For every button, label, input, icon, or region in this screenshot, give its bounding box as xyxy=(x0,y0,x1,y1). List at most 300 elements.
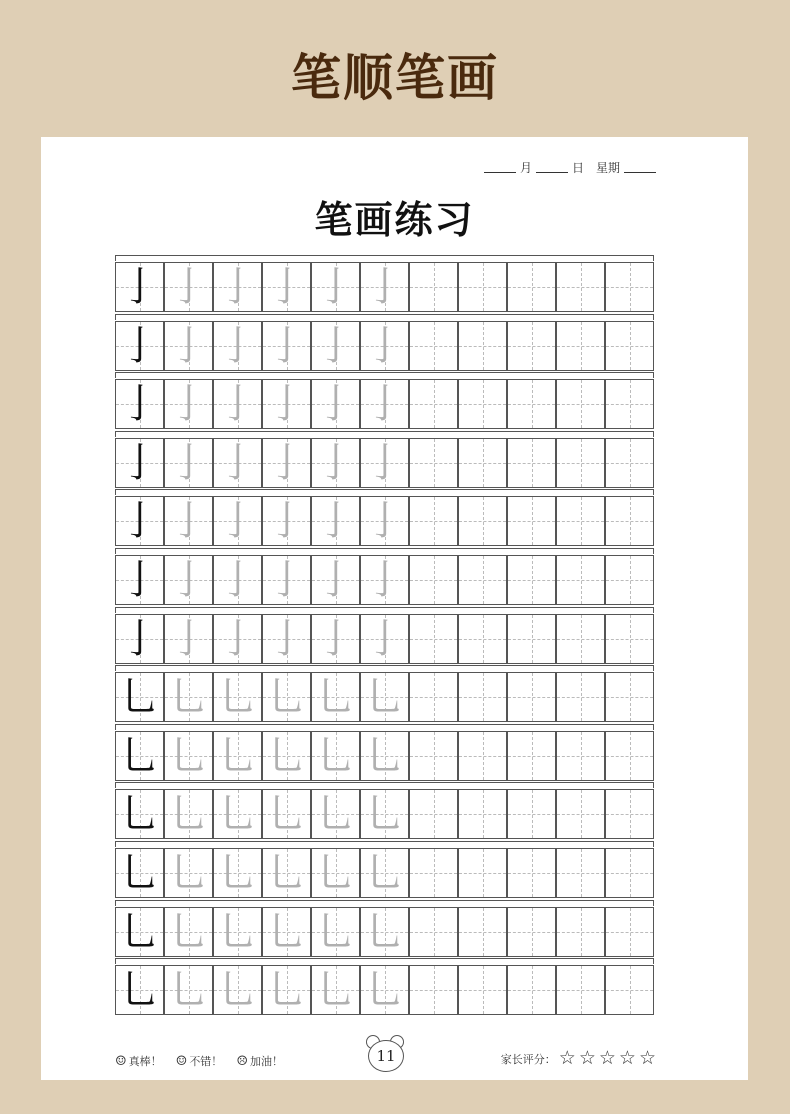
practice-row xyxy=(115,841,656,900)
cell-guide-horizontal xyxy=(508,932,555,933)
writing-cell[interactable] xyxy=(409,262,458,312)
banner-title: 笔顺笔画 xyxy=(291,49,499,107)
writing-cell[interactable] xyxy=(556,789,605,839)
writing-cell[interactable] xyxy=(164,438,213,488)
writing-cell[interactable] xyxy=(164,789,213,839)
writing-cell[interactable] xyxy=(507,789,556,839)
cell-guide-horizontal xyxy=(410,639,457,640)
writing-cell[interactable] xyxy=(458,907,507,957)
stroke-trace: 乚 xyxy=(315,967,356,1014)
writing-cell[interactable] xyxy=(507,379,556,429)
writing-cell[interactable] xyxy=(458,262,507,312)
writing-cell[interactable] xyxy=(409,848,458,898)
writing-cell[interactable] xyxy=(311,379,360,429)
writing-cell[interactable] xyxy=(360,555,409,605)
cell-guide-horizontal xyxy=(459,932,506,933)
cell-guide-horizontal xyxy=(459,814,506,815)
cell-guide-horizontal xyxy=(606,697,653,698)
stroke-trace: 乚 xyxy=(168,732,209,779)
writing-cell[interactable] xyxy=(115,965,164,1015)
day-blank[interactable] xyxy=(536,171,568,173)
writing-cell[interactable] xyxy=(360,614,409,664)
writing-cell[interactable] xyxy=(164,907,213,957)
practice-row xyxy=(115,431,656,490)
writing-cell[interactable] xyxy=(458,965,507,1015)
practice-row xyxy=(115,607,656,666)
writing-cell[interactable] xyxy=(458,321,507,371)
stroke-trace: 乚 xyxy=(315,791,356,838)
praise-label: 真棒！ xyxy=(128,1055,162,1068)
stroke-trace: 乚 xyxy=(315,674,356,721)
writing-cell[interactable] xyxy=(311,672,360,722)
writing-cell[interactable] xyxy=(556,438,605,488)
stroke-example: 亅 xyxy=(119,439,160,486)
row-separator xyxy=(115,372,654,378)
cell-guide-horizontal xyxy=(557,346,604,347)
stroke-trace: 乚 xyxy=(266,732,307,779)
row-separator xyxy=(115,958,654,964)
stroke-trace: 亅 xyxy=(266,439,307,486)
writing-cell[interactable] xyxy=(507,496,556,546)
stroke-trace: 亅 xyxy=(168,498,209,545)
writing-cell[interactable] xyxy=(458,848,507,898)
writing-cell[interactable] xyxy=(605,614,654,664)
stroke-trace: 乚 xyxy=(315,850,356,896)
day-label: 日 xyxy=(571,161,584,175)
stroke-trace: 亅 xyxy=(217,498,258,545)
writing-cell[interactable] xyxy=(556,555,605,605)
star-icon[interactable]: ☆ xyxy=(638,1047,656,1069)
writing-cell[interactable] xyxy=(556,614,605,664)
writing-cell[interactable] xyxy=(605,379,654,429)
row-separator xyxy=(115,314,654,320)
stroke-trace: 亅 xyxy=(364,381,405,428)
practice-row xyxy=(115,372,656,431)
writing-cell[interactable] xyxy=(164,379,213,429)
writing-cell[interactable] xyxy=(458,438,507,488)
cell-guide-horizontal xyxy=(508,580,555,581)
writing-cell[interactable] xyxy=(311,321,360,371)
writing-cell[interactable] xyxy=(605,672,654,722)
writing-cell[interactable] xyxy=(164,672,213,722)
writing-cell[interactable] xyxy=(605,496,654,546)
writing-cell[interactable] xyxy=(115,321,164,371)
writing-cell[interactable] xyxy=(262,731,311,781)
page-number-badge xyxy=(366,1035,404,1071)
writing-cell[interactable] xyxy=(360,789,409,839)
stroke-trace: 亅 xyxy=(364,557,405,603)
writing-cell[interactable] xyxy=(115,496,164,546)
cell-guide-horizontal xyxy=(606,404,653,405)
stroke-trace: 乚 xyxy=(364,967,405,1014)
star-icon[interactable]: ☆ xyxy=(578,1047,596,1069)
cell-guide-horizontal xyxy=(459,756,506,757)
writing-cell[interactable] xyxy=(311,496,360,546)
stroke-trace: 乚 xyxy=(364,850,405,896)
writing-cell[interactable] xyxy=(458,614,507,664)
writing-cell[interactable] xyxy=(507,965,556,1015)
praise-option[interactable] xyxy=(115,1053,162,1069)
practice-row xyxy=(115,900,656,959)
row-separator xyxy=(115,431,654,437)
stroke-trace: 乚 xyxy=(217,850,258,896)
stroke-trace: 乚 xyxy=(217,674,258,721)
writing-cell[interactable] xyxy=(409,321,458,371)
writing-cell[interactable] xyxy=(409,438,458,488)
writing-cell[interactable] xyxy=(409,965,458,1015)
writing-cell[interactable] xyxy=(262,555,311,605)
stroke-trace: 乚 xyxy=(168,908,209,955)
stroke-trace: 亅 xyxy=(266,498,307,545)
cell-guide-horizontal xyxy=(508,873,555,874)
cell-guide-horizontal xyxy=(508,697,555,698)
writing-cell[interactable] xyxy=(605,789,654,839)
cell-guide-horizontal xyxy=(410,580,457,581)
writing-cell[interactable] xyxy=(115,262,164,312)
cell-guide-horizontal xyxy=(410,521,457,522)
stroke-trace: 亅 xyxy=(168,439,209,486)
star-icon[interactable]: ☆ xyxy=(598,1047,616,1069)
row-separator xyxy=(115,665,654,671)
row-separator xyxy=(115,782,654,788)
writing-cell[interactable] xyxy=(409,672,458,722)
writing-cell[interactable] xyxy=(458,731,507,781)
writing-cell[interactable] xyxy=(556,731,605,781)
writing-cell[interactable] xyxy=(458,672,507,722)
cell-guide-horizontal xyxy=(410,756,457,757)
writing-cell[interactable] xyxy=(262,789,311,839)
writing-cell[interactable] xyxy=(605,438,654,488)
writing-cell[interactable] xyxy=(213,321,262,371)
writing-cell[interactable] xyxy=(213,496,262,546)
stroke-trace: 乚 xyxy=(364,674,405,721)
praise-label: 不错！ xyxy=(189,1055,223,1068)
writing-cell[interactable] xyxy=(360,848,409,898)
writing-cell[interactable] xyxy=(115,555,164,605)
stroke-trace: 亅 xyxy=(315,498,356,545)
star-icon[interactable]: ☆ xyxy=(618,1047,636,1069)
writing-cell[interactable] xyxy=(360,321,409,371)
cell-guide-horizontal xyxy=(557,580,604,581)
stroke-trace: 亅 xyxy=(315,615,356,662)
writing-cell[interactable] xyxy=(164,555,213,605)
writing-cell[interactable] xyxy=(507,321,556,371)
stroke-trace: 乚 xyxy=(168,791,209,838)
writing-cell[interactable] xyxy=(507,262,556,312)
writing-cell[interactable] xyxy=(262,614,311,664)
cell-guide-horizontal xyxy=(508,990,555,991)
writing-cell[interactable] xyxy=(311,262,360,312)
writing-cell[interactable] xyxy=(262,438,311,488)
writing-cell[interactable] xyxy=(507,731,556,781)
writing-cell[interactable] xyxy=(164,731,213,781)
writing-cell[interactable] xyxy=(164,496,213,546)
stroke-trace: 乚 xyxy=(217,732,258,779)
writing-cell[interactable] xyxy=(262,321,311,371)
weekday-label: 星期 xyxy=(595,161,620,175)
writing-cell[interactable] xyxy=(458,555,507,605)
writing-cell[interactable] xyxy=(164,321,213,371)
writing-cell[interactable] xyxy=(409,731,458,781)
cell-guide-horizontal xyxy=(508,521,555,522)
stroke-trace: 乚 xyxy=(168,967,209,1014)
praise-label: 加油！ xyxy=(249,1055,283,1068)
writing-cell[interactable] xyxy=(213,907,262,957)
star-icon[interactable]: ☆ xyxy=(558,1047,576,1069)
writing-cell[interactable] xyxy=(115,731,164,781)
writing-cell[interactable] xyxy=(556,321,605,371)
month-blank[interactable] xyxy=(484,171,516,173)
page-number: 11 xyxy=(368,1040,404,1072)
writing-cell[interactable] xyxy=(213,672,262,722)
stroke-trace: 亅 xyxy=(217,264,258,310)
stroke-trace: 亅 xyxy=(168,557,209,603)
stroke-trace: 亅 xyxy=(315,322,356,369)
stroke-trace: 乚 xyxy=(315,732,356,779)
cell-guide-horizontal xyxy=(508,814,555,815)
writing-cell[interactable] xyxy=(458,789,507,839)
cell-guide-horizontal xyxy=(459,346,506,347)
writing-cell[interactable] xyxy=(605,848,654,898)
writing-cell[interactable] xyxy=(605,321,654,371)
writing-cell[interactable] xyxy=(164,848,213,898)
writing-cell[interactable] xyxy=(360,672,409,722)
writing-cell[interactable] xyxy=(605,907,654,957)
cell-guide-horizontal xyxy=(459,580,506,581)
cell-guide-horizontal xyxy=(606,756,653,757)
writing-cell[interactable] xyxy=(360,965,409,1015)
writing-cell[interactable] xyxy=(115,379,164,429)
stroke-trace: 乚 xyxy=(266,674,307,721)
writing-cell[interactable] xyxy=(164,965,213,1015)
stroke-trace: 亅 xyxy=(364,322,405,369)
stroke-trace: 乚 xyxy=(217,908,258,955)
weekday-blank[interactable] xyxy=(624,171,656,173)
writing-cell[interactable] xyxy=(213,731,262,781)
stroke-trace: 亅 xyxy=(217,439,258,486)
cell-guide-horizontal xyxy=(557,404,604,405)
writing-cell[interactable] xyxy=(360,496,409,546)
writing-cell[interactable] xyxy=(605,965,654,1015)
writing-cell[interactable] xyxy=(409,789,458,839)
cell-guide-horizontal xyxy=(508,346,555,347)
date-line xyxy=(484,159,656,176)
stroke-example: 乚 xyxy=(119,967,160,1014)
writing-cell[interactable] xyxy=(605,555,654,605)
stroke-trace: 亅 xyxy=(364,439,405,486)
writing-cell[interactable] xyxy=(409,379,458,429)
writing-cell[interactable] xyxy=(360,438,409,488)
writing-cell[interactable] xyxy=(360,379,409,429)
writing-cell[interactable] xyxy=(507,672,556,722)
writing-cell[interactable] xyxy=(409,555,458,605)
stroke-trace: 亅 xyxy=(315,381,356,428)
writing-cell[interactable] xyxy=(556,262,605,312)
writing-cell[interactable] xyxy=(360,907,409,957)
writing-cell[interactable] xyxy=(507,848,556,898)
writing-cell[interactable] xyxy=(507,614,556,664)
stroke-trace: 乚 xyxy=(364,791,405,838)
writing-cell[interactable] xyxy=(311,555,360,605)
writing-cell[interactable] xyxy=(605,262,654,312)
cell-guide-horizontal xyxy=(410,932,457,933)
cell-guide-horizontal xyxy=(606,932,653,933)
practice-row xyxy=(115,255,656,314)
cell-guide-horizontal xyxy=(606,346,653,347)
praise-option[interactable] xyxy=(236,1053,283,1069)
stroke-trace: 亅 xyxy=(168,264,209,310)
cell-guide-horizontal xyxy=(410,990,457,991)
writing-cell[interactable] xyxy=(213,965,262,1015)
cell-guide-horizontal xyxy=(606,873,653,874)
praise-option[interactable] xyxy=(176,1053,223,1069)
stroke-trace: 亅 xyxy=(315,264,356,310)
cell-guide-horizontal xyxy=(557,287,604,288)
writing-cell[interactable] xyxy=(409,496,458,546)
writing-cell[interactable] xyxy=(213,614,262,664)
cell-guide-horizontal xyxy=(410,873,457,874)
cell-guide-horizontal xyxy=(606,639,653,640)
cell-guide-horizontal xyxy=(508,287,555,288)
row-separator xyxy=(115,841,654,847)
writing-cell[interactable] xyxy=(556,848,605,898)
parent-rating xyxy=(501,1049,656,1068)
writing-cell[interactable] xyxy=(115,438,164,488)
writing-cell[interactable] xyxy=(556,907,605,957)
practice-row xyxy=(115,724,656,783)
cell-guide-horizontal xyxy=(606,580,653,581)
writing-cell[interactable] xyxy=(164,614,213,664)
writing-cell[interactable] xyxy=(311,907,360,957)
writing-cell[interactable] xyxy=(458,379,507,429)
stroke-trace: 乚 xyxy=(315,908,356,955)
writing-cell[interactable] xyxy=(507,438,556,488)
writing-cell[interactable] xyxy=(213,848,262,898)
writing-cell[interactable] xyxy=(458,496,507,546)
cell-guide-horizontal xyxy=(557,463,604,464)
stroke-trace: 乚 xyxy=(266,908,307,955)
writing-cell[interactable] xyxy=(213,262,262,312)
practice-row xyxy=(115,782,656,841)
stroke-trace: 亅 xyxy=(266,264,307,310)
writing-cell[interactable] xyxy=(115,848,164,898)
cell-guide-horizontal xyxy=(557,521,604,522)
stroke-trace: 乚 xyxy=(266,850,307,896)
writing-cell[interactable] xyxy=(115,907,164,957)
writing-cell[interactable] xyxy=(556,965,605,1015)
writing-cell[interactable] xyxy=(262,907,311,957)
writing-cell[interactable] xyxy=(115,789,164,839)
writing-cell[interactable] xyxy=(262,262,311,312)
writing-cell[interactable] xyxy=(262,379,311,429)
writing-cell[interactable] xyxy=(311,965,360,1015)
writing-cell[interactable] xyxy=(360,731,409,781)
stroke-example: 亅 xyxy=(119,322,160,369)
stroke-example: 亅 xyxy=(119,264,160,310)
cell-guide-horizontal xyxy=(410,346,457,347)
writing-cell[interactable] xyxy=(556,379,605,429)
practice-grid xyxy=(115,255,656,1017)
stroke-trace: 乚 xyxy=(266,967,307,1014)
writing-cell[interactable] xyxy=(409,907,458,957)
practice-row xyxy=(115,665,656,724)
writing-cell[interactable] xyxy=(213,379,262,429)
writing-cell[interactable] xyxy=(605,731,654,781)
writing-cell[interactable] xyxy=(115,672,164,722)
cell-guide-horizontal xyxy=(459,521,506,522)
writing-cell[interactable] xyxy=(262,496,311,546)
stroke-trace: 亅 xyxy=(217,557,258,603)
writing-cell[interactable] xyxy=(507,555,556,605)
stroke-trace: 亅 xyxy=(315,439,356,486)
writing-cell[interactable] xyxy=(115,614,164,664)
cell-guide-horizontal xyxy=(459,873,506,874)
cell-guide-horizontal xyxy=(557,873,604,874)
stroke-example: 乚 xyxy=(119,674,160,721)
writing-cell[interactable] xyxy=(164,262,213,312)
stroke-trace: 亅 xyxy=(266,322,307,369)
stroke-example: 亅 xyxy=(119,498,160,545)
writing-cell[interactable] xyxy=(213,789,262,839)
writing-cell[interactable] xyxy=(507,907,556,957)
writing-cell[interactable] xyxy=(409,614,458,664)
stroke-trace: 亅 xyxy=(364,498,405,545)
cell-guide-horizontal xyxy=(508,404,555,405)
writing-cell[interactable] xyxy=(311,438,360,488)
stroke-trace: 乚 xyxy=(217,967,258,1014)
writing-cell[interactable] xyxy=(556,672,605,722)
cell-guide-horizontal xyxy=(557,697,604,698)
stroke-trace: 乚 xyxy=(217,791,258,838)
writing-cell[interactable] xyxy=(213,438,262,488)
cell-guide-horizontal xyxy=(410,463,457,464)
praise-options xyxy=(115,1053,283,1069)
row-separator xyxy=(115,607,654,613)
stroke-trace: 亅 xyxy=(217,381,258,428)
cell-guide-horizontal xyxy=(410,697,457,698)
writing-cell[interactable] xyxy=(262,965,311,1015)
cell-guide-horizontal xyxy=(410,814,457,815)
row-separator xyxy=(115,900,654,906)
row-separator xyxy=(115,489,654,495)
writing-cell[interactable] xyxy=(311,731,360,781)
stroke-trace: 亅 xyxy=(315,557,356,603)
stroke-trace: 乚 xyxy=(168,674,209,721)
stroke-trace: 亅 xyxy=(168,381,209,428)
cell-guide-horizontal xyxy=(557,932,604,933)
writing-cell[interactable] xyxy=(311,614,360,664)
sad-face-icon: ☹ xyxy=(236,1054,248,1069)
writing-cell[interactable] xyxy=(213,555,262,605)
writing-cell[interactable] xyxy=(311,848,360,898)
cell-guide-horizontal xyxy=(459,639,506,640)
writing-cell[interactable] xyxy=(311,789,360,839)
writing-cell[interactable] xyxy=(262,848,311,898)
stroke-example: 乚 xyxy=(119,850,160,896)
stroke-trace: 亅 xyxy=(364,615,405,662)
row-separator xyxy=(115,548,654,554)
stroke-example: 亅 xyxy=(119,381,160,428)
cell-guide-horizontal xyxy=(410,287,457,288)
cell-guide-horizontal xyxy=(508,463,555,464)
stroke-trace: 亅 xyxy=(217,615,258,662)
neutral-face-icon: ☺ xyxy=(175,1054,188,1069)
writing-cell[interactable] xyxy=(360,262,409,312)
writing-cell[interactable] xyxy=(556,496,605,546)
cell-guide-horizontal xyxy=(459,463,506,464)
cell-guide-horizontal xyxy=(459,697,506,698)
writing-cell[interactable] xyxy=(262,672,311,722)
